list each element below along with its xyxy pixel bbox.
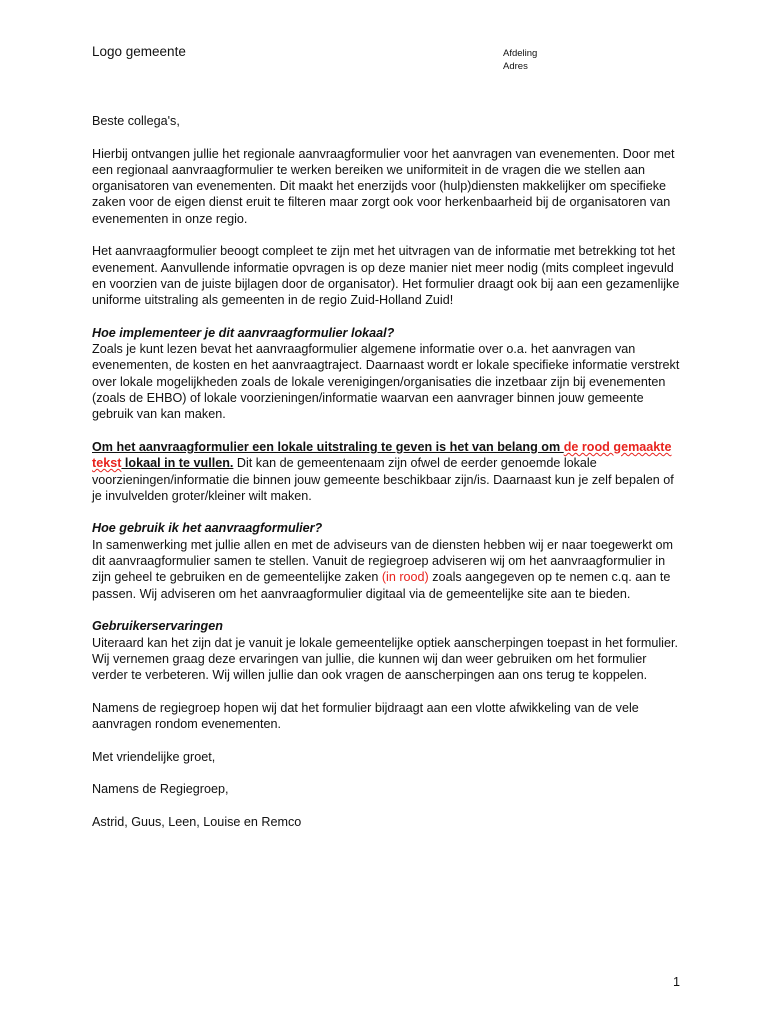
usage-body-before: In samenwerking met jullie allen en met de adviseurs van de diensten hebben wij er naar toegewerkt om dit aanvraagformulier samen te stellen. Vanuit de regiegroep adviseren wij om het aanvraagformulier in zijn geheel te gebruiken en de gemeentelijke zaken xyxy=(92,537,674,585)
local-lead-end-text: lokaal in te vullen. xyxy=(121,456,234,471)
section-heading-usage: Hoe gebruik ik het aanvraagformulier? xyxy=(92,521,323,536)
section-heading-implement: Hoe implementeer je dit aanvraagformulier lokaal? xyxy=(92,325,395,340)
section-heading-experience: Gebruikerservaringen xyxy=(92,619,223,634)
logo-placeholder: Logo gemeente xyxy=(92,44,186,59)
closing-on-behalf: Namens de Regiegroep, xyxy=(92,782,229,797)
salutation: Beste collega's, xyxy=(92,114,180,128)
address-label: Adres xyxy=(503,61,528,72)
section-body-implement: Zoals je kunt lezen bevat het aanvraagformulier algemene informatie over o.a. het aanvragen van evenementen, de kosten en het aanvraagtraject. Daarnaast wordt er lokale specifieke informatie verstrekt over lokale mogelijkheden zoals de lokale verenigingen/organisaties die inzetbaar zijn bij evenementen (zoals de EHBO) of lokale voorzieningen/informatie waarvan een aanvrager binnen jouw gemeente gebruik van kan maken. xyxy=(92,342,680,422)
section-experience xyxy=(92,618,682,683)
letter-body xyxy=(92,113,682,846)
intro-paragraph-1: Hierbij ontvangen jullie het regionale aanvraagformulier voor het aanvragen van evenementen. Door met een regionaal aanvraagformulier te werken bereiken we uniformiteit in de vragen die we stellen aan organisatoren van evenementen. Dit maakt het enerzijds voor (hulp)diensten makkelijker om specifieke zaken voor de eigen dienst eruit te filteren maar zorgt ook voor herkenbaarheid bij de organisatoren van evenementen in onze regio. xyxy=(92,146,675,226)
page-number: 1 xyxy=(673,975,681,989)
section-implement xyxy=(92,325,682,423)
section-local xyxy=(92,439,682,504)
usage-body-after: zoals aangegeven op te nemen c.q. aan te passen. Wij adviseren om het aanvraagformulier digitaal via de gemeentelijke site aan te bieden. xyxy=(92,570,671,601)
intro-paragraph-2: Het aanvraagformulier beoogt compleet te zijn met het uitvragen van de informatie met betrekking tot het evenement. Aanvullende informatie opvragen is op deze manier niet meer nodig (mits compleet ingevuld en voorzien van de juiste bijlagen door de organisator). Het formulier draagt ook bij aan een gezamenlijke uniforme uitstraling als gemeenten in de regio Zuid-Holland Zuid! xyxy=(92,244,680,308)
section-usage xyxy=(92,520,682,601)
closing-signatories: Astrid, Guus, Leen, Louise en Remco xyxy=(92,814,302,829)
red-highlighted-text: de rood gemaakte tekst xyxy=(92,439,672,471)
section-body-experience: Uiteraard kan het zijn dat je vanuit je lokale gemeentelijke optiek aanscherpingen toepast in het formulier. Wij vernemen graag deze ervaringen van jullie, die kunnen wij dan weer gebruiken om het formulier verder te verbeteren. Wij willen jullie dan ook vragen de aanscherpingen aan ons terug te koppelen. xyxy=(92,635,678,683)
red-inline-note: (in rood) xyxy=(381,570,429,585)
closing-greeting: Met vriendelijke groet, xyxy=(92,749,216,764)
local-lead-text: Om het aanvraagformulier een lokale uitstraling te geven is het van belang om xyxy=(92,439,564,454)
local-body-text: Dit kan de gemeentenaam zijn ofwel de eerder genoemde lokale voorzieningen/informatie die binnen jouw gemeente beschikbaar zijn/is. Daarnaast kun je zelf bepalen of je invulvelden groter/kleiner wilt maken. xyxy=(92,456,674,503)
closing-paragraph: Namens de regiegroep hopen wij dat het formulier bijdraagt aan een vlotte afwikkeling van de vele aanvragen rondom evenementen. xyxy=(92,700,639,731)
sender-address-block xyxy=(503,47,537,73)
department-label: Afdeling xyxy=(503,48,538,59)
